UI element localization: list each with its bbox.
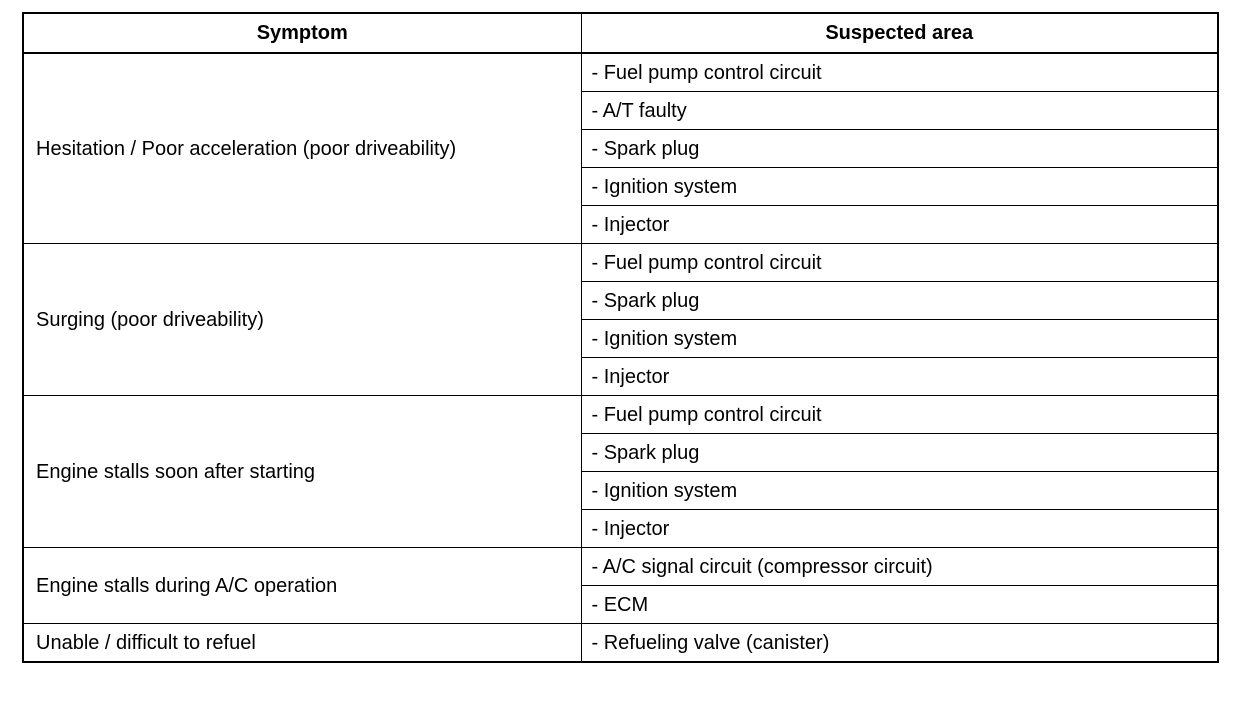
suspected-area-cell: - Fuel pump control circuit bbox=[581, 244, 1218, 282]
symptom-cell: Engine stalls soon after starting bbox=[23, 396, 581, 548]
suspected-area-cell: - Ignition system bbox=[581, 472, 1218, 510]
table-row bbox=[23, 244, 1218, 282]
header-row bbox=[23, 13, 1218, 53]
table-row bbox=[23, 624, 1218, 663]
symptom-table bbox=[22, 12, 1219, 663]
header-symptom: Symptom bbox=[23, 13, 581, 53]
suspected-area-cell: - Injector bbox=[581, 358, 1218, 396]
suspected-area-cell: - A/T faulty bbox=[581, 92, 1218, 130]
suspected-area-cell: - Spark plug bbox=[581, 434, 1218, 472]
table-row bbox=[23, 396, 1218, 434]
suspected-area-cell: - Fuel pump control circuit bbox=[581, 53, 1218, 92]
suspected-area-cell: - Spark plug bbox=[581, 130, 1218, 168]
suspected-area-cell: - Fuel pump control circuit bbox=[581, 396, 1218, 434]
symptom-cell: Surging (poor driveability) bbox=[23, 244, 581, 396]
suspected-area-cell: - Injector bbox=[581, 206, 1218, 244]
table-row bbox=[23, 548, 1218, 586]
symptom-cell: Engine stalls during A/C operation bbox=[23, 548, 581, 624]
table-row bbox=[23, 53, 1218, 92]
suspected-area-cell: - Ignition system bbox=[581, 320, 1218, 358]
suspected-area-cell: - A/C signal circuit (compressor circuit) bbox=[581, 548, 1218, 586]
suspected-area-cell: - Ignition system bbox=[581, 168, 1218, 206]
suspected-area-cell: - ECM bbox=[581, 586, 1218, 624]
symptom-cell: Hesitation / Poor acceleration (poor driveability) bbox=[23, 53, 581, 244]
suspected-area-cell: - Spark plug bbox=[581, 282, 1218, 320]
header-suspected-area: Suspected area bbox=[581, 13, 1218, 53]
symptom-cell: Unable / difficult to refuel bbox=[23, 624, 581, 663]
suspected-area-cell: - Injector bbox=[581, 510, 1218, 548]
suspected-area-cell: - Refueling valve (canister) bbox=[581, 624, 1218, 663]
